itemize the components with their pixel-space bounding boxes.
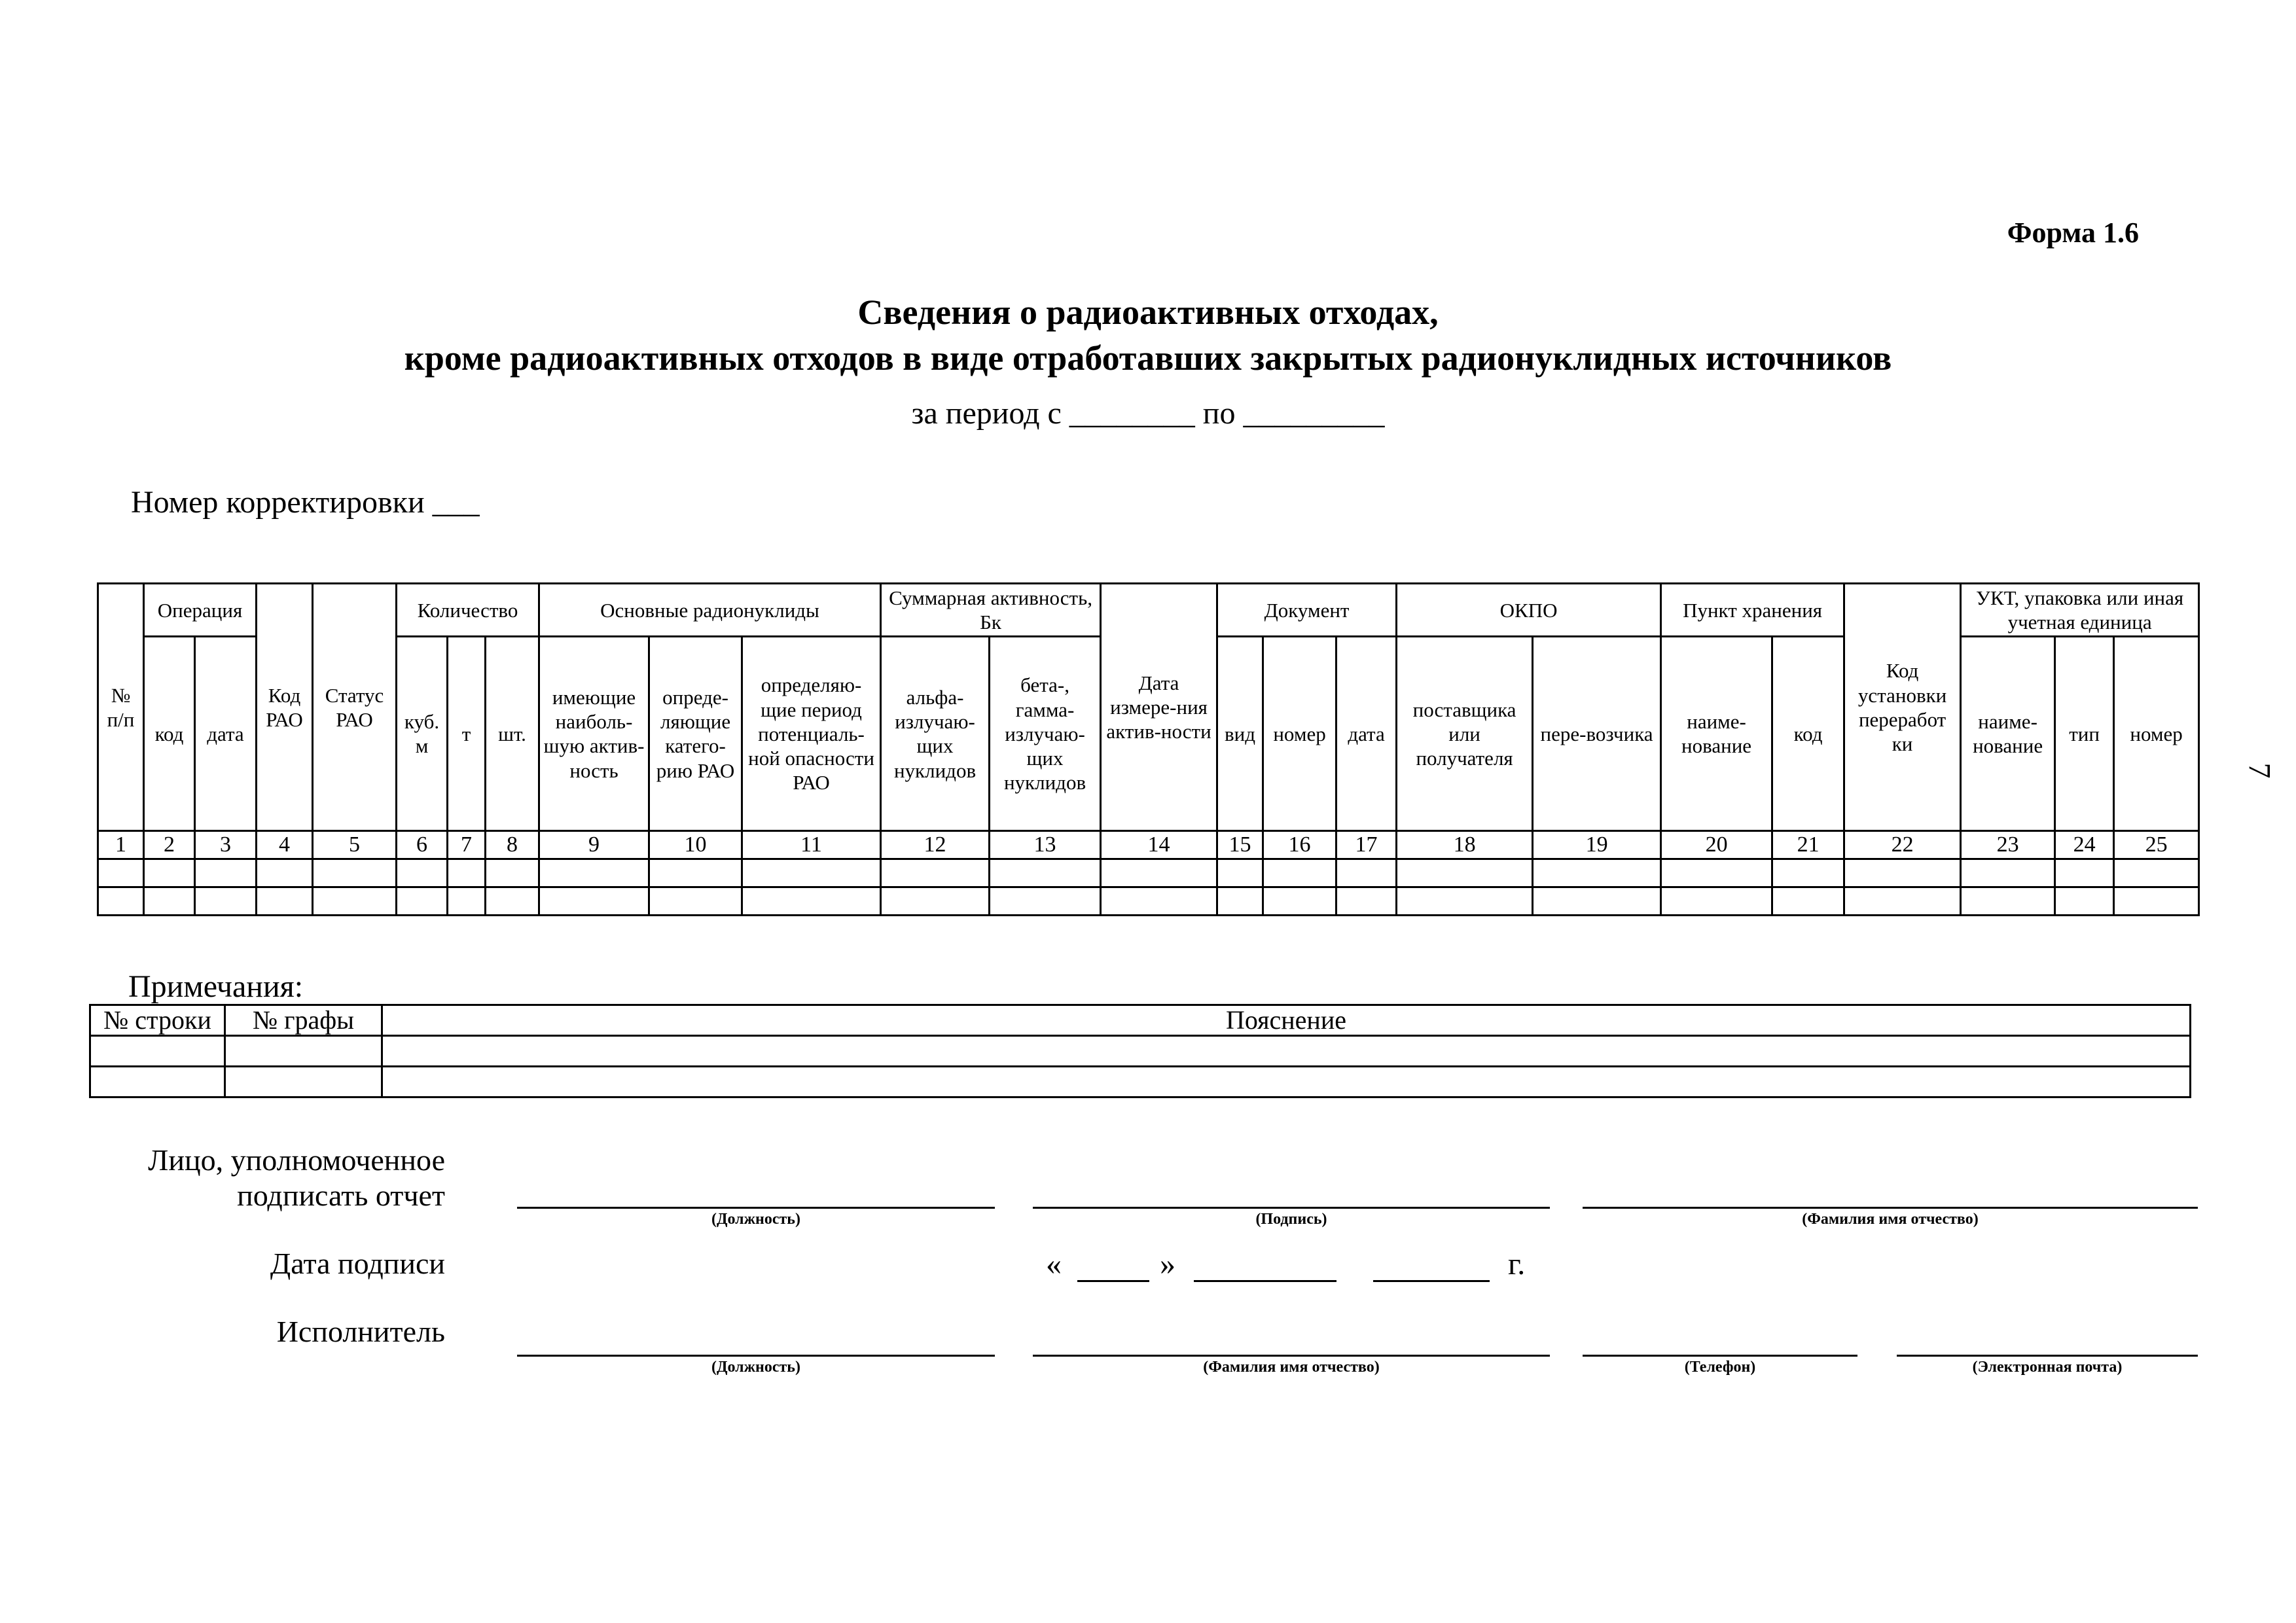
data-cell[interactable]	[144, 859, 195, 887]
notes-cell[interactable]	[90, 1067, 225, 1097]
data-cell[interactable]	[313, 859, 397, 887]
email-line[interactable]	[1897, 1355, 2198, 1357]
column-number: 25	[2114, 831, 2199, 859]
data-cell[interactable]	[1263, 859, 1336, 887]
data-cell[interactable]	[1533, 859, 1661, 887]
header-no: № п/п	[98, 584, 144, 831]
data-cell[interactable]	[1397, 859, 1533, 887]
data-cell[interactable]	[1217, 887, 1263, 916]
data-cell[interactable]	[397, 887, 448, 916]
header-nuc-period: определяю-щие период потенциаль-ной опасности РАО	[742, 637, 881, 831]
data-cell[interactable]	[2114, 859, 2199, 887]
column-number: 9	[539, 831, 649, 859]
data-cell[interactable]	[195, 887, 257, 916]
header-okpo: ОКПО	[1397, 584, 1661, 637]
data-cell[interactable]	[257, 859, 313, 887]
data-cell[interactable]	[1772, 887, 1844, 916]
data-cell[interactable]	[448, 887, 486, 916]
header-doc-date: дата	[1336, 637, 1397, 831]
data-cell[interactable]	[1661, 859, 1772, 887]
authorized-label: Лицо, уполномоченное	[148, 1143, 445, 1177]
column-number: 4	[257, 831, 313, 859]
column-number-row	[98, 831, 2199, 859]
data-cell[interactable]	[1533, 887, 1661, 916]
email-caption: (Электронная почта)	[1972, 1359, 2123, 1376]
header-t: т	[448, 637, 486, 831]
form-number: Форма 1.6	[2007, 217, 2139, 249]
data-cell[interactable]	[539, 887, 649, 916]
header-op-date: дата	[195, 637, 257, 831]
data-cell[interactable]	[144, 887, 195, 916]
data-cell[interactable]	[486, 887, 539, 916]
header-rao-status: Статус РАО	[313, 584, 397, 831]
exec-name-caption: (Фамилия имя отчество)	[1203, 1359, 1380, 1376]
report-period: за период с ________ по _________	[911, 396, 1385, 431]
header-pcs: шт.	[486, 637, 539, 831]
document-title-line-1: Сведения о радиоактивных отходах,	[857, 293, 1439, 332]
header-operation: Операция	[144, 584, 257, 637]
data-cell[interactable]	[1263, 887, 1336, 916]
column-number: 3	[195, 831, 257, 859]
header-document: Документ	[1217, 584, 1397, 637]
data-cell[interactable]	[539, 859, 649, 887]
notes-cell[interactable]	[90, 1036, 225, 1067]
data-cell[interactable]	[2055, 859, 2114, 887]
data-cell[interactable]	[990, 887, 1101, 916]
data-cell[interactable]	[1336, 859, 1397, 887]
header-alpha: альфа-излучаю-щих нуклидов	[881, 637, 990, 831]
authorized-label-2: подписать отчет	[237, 1179, 445, 1212]
column-number: 8	[486, 831, 539, 859]
document-title-line-2: кроме радиоактивных отходов в виде отработавших закрытых радионуклидных источников	[404, 338, 1892, 378]
data-cell[interactable]	[2055, 887, 2114, 916]
data-cell[interactable]	[98, 887, 144, 916]
data-cell[interactable]	[742, 887, 881, 916]
full-name-caption: (Фамилия имя отчество)	[1802, 1211, 1979, 1228]
data-cell[interactable]	[1844, 859, 1961, 887]
header-op-code: код	[144, 637, 195, 831]
data-cell[interactable]	[448, 859, 486, 887]
data-cell[interactable]	[1661, 887, 1772, 916]
column-number: 20	[1661, 831, 1772, 859]
notes-label: Примечания:	[128, 969, 304, 1004]
header-quantity: Количество	[397, 584, 539, 637]
year-suffix: г.	[1508, 1247, 1526, 1281]
column-number: 12	[881, 831, 990, 859]
data-cell[interactable]	[2114, 887, 2199, 916]
date-close-quote: »	[1160, 1247, 1175, 1281]
day-line[interactable]	[1077, 1280, 1149, 1282]
column-number: 23	[1961, 831, 2055, 859]
data-cell[interactable]	[397, 859, 448, 887]
data-cell[interactable]	[1961, 887, 2055, 916]
column-number: 5	[313, 831, 397, 859]
notes-cell[interactable]	[382, 1067, 2191, 1097]
data-cell[interactable]	[1217, 859, 1263, 887]
header-doc-type: вид	[1217, 637, 1263, 831]
phone-line[interactable]	[1583, 1355, 1857, 1357]
data-cell[interactable]	[1101, 887, 1217, 916]
header-beta-gamma: бета-, гамма-излучаю-щих нуклидов	[990, 637, 1101, 831]
header-nuc-category: опреде-ляющие катего-рию РАО	[649, 637, 742, 831]
column-number: 19	[1533, 831, 1661, 859]
header-rao-code: Код РАО	[257, 584, 313, 831]
executor-label: Исполнитель	[276, 1315, 445, 1348]
column-number: 18	[1397, 831, 1533, 859]
column-number: 21	[1772, 831, 1844, 859]
column-number: 15	[1217, 831, 1263, 859]
column-number: 24	[2055, 831, 2114, 859]
data-cell[interactable]	[1336, 887, 1397, 916]
data-cell[interactable]	[257, 887, 313, 916]
data-cell[interactable]	[649, 859, 742, 887]
year-line[interactable]	[1373, 1280, 1490, 1282]
column-number: 7	[448, 831, 486, 859]
signature-line[interactable]	[1033, 1207, 1550, 1209]
data-cell[interactable]	[486, 859, 539, 887]
data-cell[interactable]	[649, 887, 742, 916]
data-row	[98, 887, 2199, 916]
phone-caption: (Телефон)	[1684, 1359, 1756, 1376]
column-number: 1	[98, 831, 144, 859]
column-number: 14	[1101, 831, 1217, 859]
signature-caption: (Подпись)	[1255, 1211, 1327, 1228]
header-storage-name: наиме-нование	[1661, 637, 1772, 831]
exec-position-caption: (Должность)	[711, 1359, 800, 1376]
header-cub-m: куб. м	[397, 637, 448, 831]
header-ukt-type: тип	[2055, 637, 2114, 831]
notes-header-explanation: Пояснение	[382, 1005, 2191, 1036]
header-ukt-number: номер	[2114, 637, 2199, 831]
column-number: 22	[1844, 831, 1961, 859]
column-number: 6	[397, 831, 448, 859]
column-number: 16	[1263, 831, 1336, 859]
position-line[interactable]	[517, 1207, 995, 1209]
data-cell[interactable]	[990, 859, 1101, 887]
data-cell[interactable]	[742, 859, 881, 887]
column-number: 2	[144, 831, 195, 859]
sign-date-label: Дата подписи	[270, 1247, 445, 1280]
header-supplier: поставщика или получателя	[1397, 637, 1533, 831]
header-carrier: пере-возчика	[1533, 637, 1661, 831]
data-cell[interactable]	[195, 859, 257, 887]
header-ukt-name: наиме-нование	[1961, 637, 2055, 831]
notes-header-row-no: № строки	[90, 1005, 225, 1036]
header-nuc-max: имеющие наиболь-шую актив-ность	[539, 637, 649, 831]
notes-cell[interactable]	[225, 1067, 382, 1097]
rao-main-table	[97, 582, 2200, 916]
page-number: 7	[2242, 762, 2277, 779]
notes-table	[89, 1004, 2191, 1098]
header-storage-code: код	[1772, 637, 1844, 831]
month-line[interactable]	[1194, 1280, 1336, 1282]
data-cell[interactable]	[1772, 859, 1844, 887]
data-cell[interactable]	[98, 859, 144, 887]
date-open-quote: «	[1046, 1247, 1062, 1281]
header-measure-date: Дата измере-ния актив-ности	[1101, 584, 1217, 831]
data-cell[interactable]	[1101, 859, 1217, 887]
header-processing-code: Код установки переработ ки	[1844, 584, 1961, 831]
full-name-line[interactable]	[1583, 1207, 2198, 1209]
data-cell[interactable]	[1397, 887, 1533, 916]
data-cell[interactable]	[1844, 887, 1961, 916]
position-caption: (Должность)	[711, 1211, 800, 1228]
column-number: 13	[990, 831, 1101, 859]
data-row	[98, 859, 2199, 887]
column-number: 10	[649, 831, 742, 859]
header-row-1	[98, 584, 2199, 637]
data-cell[interactable]	[881, 887, 990, 916]
exec-name-line[interactable]	[1033, 1355, 1550, 1357]
data-cell[interactable]	[881, 859, 990, 887]
data-cell[interactable]	[313, 887, 397, 916]
header-storage: Пункт хранения	[1661, 584, 1844, 637]
notes-header-col-no: № графы	[225, 1005, 382, 1036]
header-doc-number: номер	[1263, 637, 1336, 831]
column-number: 17	[1336, 831, 1397, 859]
column-number: 11	[742, 831, 881, 859]
header-ukt: УКТ, упаковка или иная учетная единица	[1961, 584, 2199, 637]
correction-number: Номер корректировки ___	[131, 485, 480, 520]
header-total-activity: Суммарная активность, Бк	[881, 584, 1101, 637]
data-cell[interactable]	[1961, 859, 2055, 887]
header-main-nuclides: Основные радионуклиды	[539, 584, 881, 637]
exec-position-line[interactable]	[517, 1355, 995, 1357]
notes-cell[interactable]	[225, 1036, 382, 1067]
notes-cell[interactable]	[382, 1036, 2191, 1067]
